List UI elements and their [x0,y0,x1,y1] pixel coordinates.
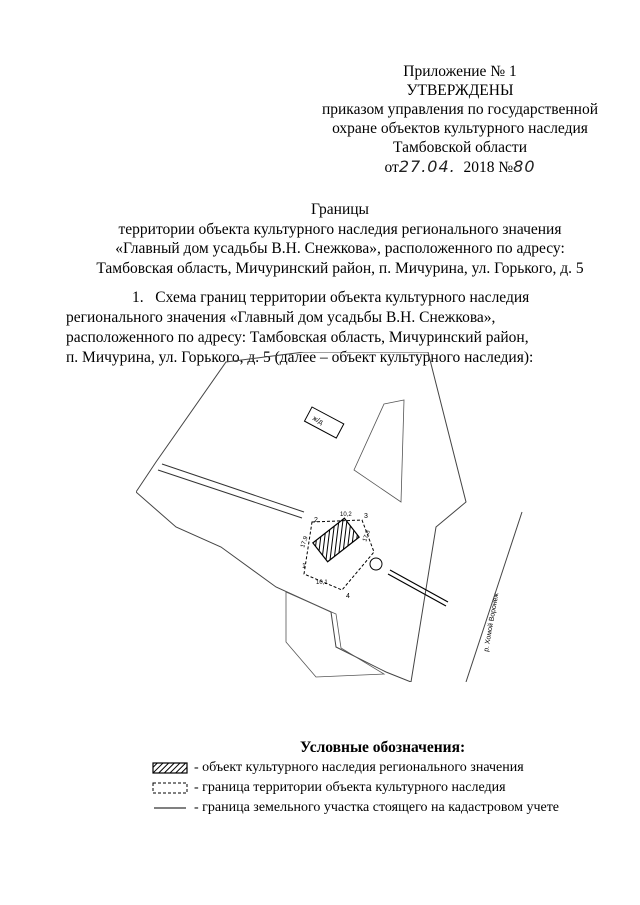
approved-label: УТВЕРЖДЕНЫ [406,82,514,99]
legend-title: Условные обозначения: [300,739,466,756]
dim-label-2: 10,2 [340,512,352,518]
point-label-3: 3 [364,513,368,520]
year: 2018 [463,159,495,176]
number-prefix: № [498,159,514,176]
title-line-1: территории объекта культурного наследия регионального значения [118,220,562,238]
heritage-building [313,518,359,562]
title-line-2: «Главный дом усадьбы В.Н. Снежкова», расположенного по адресу: [115,240,565,257]
legend-text-heritage: - объект культурного наследия регионального значения [194,760,524,775]
feature-circle [370,558,382,570]
order-line-2: охране объектов культурного наследия [332,120,588,137]
title-line-3: Тамбовская область, Мичуринский район, п. Мичурина, ул. Горького, д. 5 [96,259,584,277]
order-line-3: Тамбовской области [393,139,527,156]
right-parcel [354,400,404,502]
building-label: ж/д [311,415,324,427]
walkway-1 [390,570,448,602]
paragraph-line-4: п. Мичурина, ул. Горького, д. 5 (далее – объект культурного наследия): [66,349,534,366]
legend-item-heritage [152,759,524,777]
dim-label-1: 17,9 [300,535,310,549]
paragraph-number: 1. [132,289,144,306]
paragraph-line-2: регионального значения «Главный дом усадьбы В.Н. Снежкова», [66,309,496,326]
boundary-map [136,352,526,682]
date-line [300,157,620,177]
dim-label-4: 10,1 [316,580,328,586]
dim-label-3: 17,8 [362,529,372,543]
track-line-1 [162,464,304,512]
paragraph-line-3: расположенного по адресу: Тамбовская область, Мичуринский район, [66,329,529,346]
handwritten-number: 80 [513,157,536,176]
lower-parcel [286,592,384,677]
legend-item-parcel [152,799,559,817]
paragraph-line-1-text: Схема границ территории объекта культурного наследия [155,289,530,306]
title-heading: Границы [311,201,369,218]
legend-item-territory [152,779,506,797]
solid-line-icon [152,802,188,814]
point-label-2: 2 [314,517,318,524]
document-title [60,200,620,278]
legend-text-territory: - граница территории объекта культурного наследия [194,780,506,795]
point-label-4: 4 [346,593,350,600]
hatched-box-icon [152,762,188,774]
river-label: р. Хомой Воронеж [483,592,501,653]
residential-building [304,407,343,438]
legend-text-parcel: - граница земельного участка стоящего на кадастровом учете [194,800,560,815]
parcel-boundary [136,352,466,682]
dashed-box-icon [152,782,188,794]
handwritten-date: 27.04. [398,157,456,176]
walkway-2 [388,574,446,606]
order-line-1: приказом управления по государственной [321,101,599,118]
road-edge [466,512,522,682]
date-prefix: от [384,159,399,176]
paragraph-line-1 [86,288,598,308]
appendix-number: Приложение № 1 [403,63,517,80]
approval-block [300,62,620,177]
track-line-2 [158,470,302,518]
point-label-1: 1 [302,563,306,570]
